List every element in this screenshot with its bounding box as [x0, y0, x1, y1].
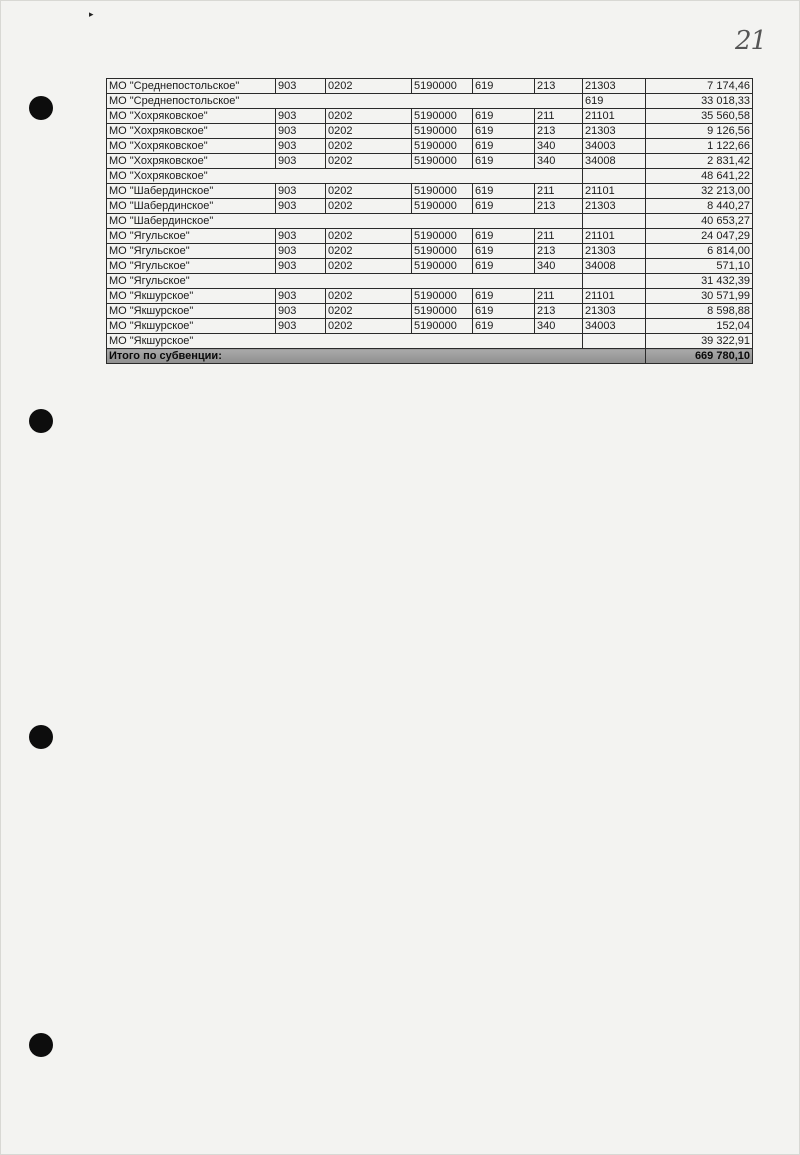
subtotal-code-cell — [583, 169, 646, 184]
section-code-cell: 0202 — [326, 199, 412, 214]
sub-kosgu-cell: 21303 — [583, 304, 646, 319]
subtotal-label-cell: МО "Шабердинское" — [107, 214, 583, 229]
subtotal-code-cell: 619 — [583, 94, 646, 109]
sub-kosgu-cell: 21303 — [583, 244, 646, 259]
subtotal-amount-cell: 31 432,39 — [646, 274, 753, 289]
subsidy-table — [106, 78, 753, 364]
subtotal-code-cell — [583, 334, 646, 349]
amount-cell: 35 560,58 — [646, 109, 753, 124]
kosgu-cell: 211 — [535, 289, 583, 304]
sub-kosgu-cell: 34003 — [583, 139, 646, 154]
sub-kosgu-cell: 21303 — [583, 79, 646, 94]
amount-cell: 571,10 — [646, 259, 753, 274]
kosgu-cell: 213 — [535, 304, 583, 319]
subtotal-code-cell — [583, 214, 646, 229]
punch-hole-icon — [29, 96, 53, 120]
target-article-cell: 5190000 — [412, 229, 473, 244]
municipality-cell: МО "Ягульское" — [107, 244, 276, 259]
subtotal-row — [107, 274, 753, 289]
corner-arrow-icon: ▸ — [89, 9, 94, 19]
subtotal-row — [107, 334, 753, 349]
sub-kosgu-cell: 21303 — [583, 124, 646, 139]
table-row — [107, 139, 753, 154]
kosgu-cell: 213 — [535, 79, 583, 94]
subtotal-amount-cell: 39 322,91 — [646, 334, 753, 349]
municipality-cell: МО "Хохряковское" — [107, 139, 276, 154]
expense-type-cell: 619 — [473, 199, 535, 214]
section-code-cell: 0202 — [326, 139, 412, 154]
grand-total-row — [107, 349, 753, 364]
ministry-code-cell: 903 — [276, 319, 326, 334]
table-row — [107, 124, 753, 139]
subtotal-label-cell: МО "Среднепостольское" — [107, 94, 583, 109]
grand-total-label-cell: Итого по субвенции: — [107, 349, 646, 364]
ministry-code-cell: 903 — [276, 229, 326, 244]
ministry-code-cell: 903 — [276, 304, 326, 319]
subtotal-amount-cell: 33 018,33 — [646, 94, 753, 109]
subtotal-row — [107, 169, 753, 184]
expense-type-cell: 619 — [473, 79, 535, 94]
table-row — [107, 319, 753, 334]
kosgu-cell: 211 — [535, 229, 583, 244]
municipality-cell: МО "Ягульское" — [107, 259, 276, 274]
expense-type-cell: 619 — [473, 184, 535, 199]
grand-total-amount-cell: 669 780,10 — [646, 349, 753, 364]
amount-cell: 30 571,99 — [646, 289, 753, 304]
expense-type-cell: 619 — [473, 124, 535, 139]
subtotal-row — [107, 214, 753, 229]
section-code-cell: 0202 — [326, 229, 412, 244]
sub-kosgu-cell: 34003 — [583, 319, 646, 334]
ministry-code-cell: 903 — [276, 124, 326, 139]
target-article-cell: 5190000 — [412, 154, 473, 169]
section-code-cell: 0202 — [326, 304, 412, 319]
section-code-cell: 0202 — [326, 244, 412, 259]
municipality-cell: МО "Среднепостольское" — [107, 79, 276, 94]
sub-kosgu-cell: 21101 — [583, 289, 646, 304]
target-article-cell: 5190000 — [412, 139, 473, 154]
ministry-code-cell: 903 — [276, 184, 326, 199]
subtotal-label-cell: МО "Ягульское" — [107, 274, 583, 289]
punch-hole-icon — [29, 409, 53, 433]
section-code-cell: 0202 — [326, 109, 412, 124]
kosgu-cell: 213 — [535, 244, 583, 259]
municipality-cell: МО "Хохряковское" — [107, 124, 276, 139]
amount-cell: 7 174,46 — [646, 79, 753, 94]
sub-kosgu-cell: 34008 — [583, 259, 646, 274]
table-row — [107, 79, 753, 94]
amount-cell: 2 831,42 — [646, 154, 753, 169]
amount-cell: 9 126,56 — [646, 124, 753, 139]
table-row — [107, 109, 753, 124]
ministry-code-cell: 903 — [276, 289, 326, 304]
kosgu-cell: 340 — [535, 154, 583, 169]
section-code-cell: 0202 — [326, 184, 412, 199]
municipality-cell: МО "Якшурское" — [107, 319, 276, 334]
section-code-cell: 0202 — [326, 319, 412, 334]
expense-type-cell: 619 — [473, 229, 535, 244]
target-article-cell: 5190000 — [412, 124, 473, 139]
expense-type-cell: 619 — [473, 244, 535, 259]
expense-type-cell: 619 — [473, 154, 535, 169]
section-code-cell: 0202 — [326, 124, 412, 139]
table-row — [107, 199, 753, 214]
punch-hole-icon — [29, 1033, 53, 1057]
table-row — [107, 259, 753, 274]
target-article-cell: 5190000 — [412, 289, 473, 304]
section-code-cell: 0202 — [326, 79, 412, 94]
expense-type-cell: 619 — [473, 109, 535, 124]
expense-type-cell: 619 — [473, 304, 535, 319]
punch-hole-icon — [29, 725, 53, 749]
kosgu-cell: 211 — [535, 184, 583, 199]
sub-kosgu-cell: 21101 — [583, 184, 646, 199]
target-article-cell: 5190000 — [412, 259, 473, 274]
kosgu-cell: 213 — [535, 124, 583, 139]
ministry-code-cell: 903 — [276, 109, 326, 124]
kosgu-cell: 340 — [535, 259, 583, 274]
ministry-code-cell: 903 — [276, 259, 326, 274]
table-row — [107, 289, 753, 304]
table-body — [107, 79, 753, 364]
target-article-cell: 5190000 — [412, 319, 473, 334]
amount-cell: 32 213,00 — [646, 184, 753, 199]
subtotal-code-cell — [583, 274, 646, 289]
subtotal-label-cell: МО "Якшурское" — [107, 334, 583, 349]
handwritten-page-number: 21 — [735, 26, 767, 56]
sub-kosgu-cell: 34008 — [583, 154, 646, 169]
municipality-cell: МО "Хохряковское" — [107, 109, 276, 124]
section-code-cell: 0202 — [326, 259, 412, 274]
sub-kosgu-cell: 21101 — [583, 229, 646, 244]
target-article-cell: 5190000 — [412, 244, 473, 259]
sub-kosgu-cell: 21303 — [583, 199, 646, 214]
section-code-cell: 0202 — [326, 154, 412, 169]
kosgu-cell: 340 — [535, 319, 583, 334]
amount-cell: 24 047,29 — [646, 229, 753, 244]
expense-type-cell: 619 — [473, 139, 535, 154]
subtotal-label-cell: МО "Хохряковское" — [107, 169, 583, 184]
ministry-code-cell: 903 — [276, 244, 326, 259]
amount-cell: 1 122,66 — [646, 139, 753, 154]
expense-type-cell: 619 — [473, 319, 535, 334]
target-article-cell: 5190000 — [412, 184, 473, 199]
subtotal-amount-cell: 40 653,27 — [646, 214, 753, 229]
target-article-cell: 5190000 — [412, 304, 473, 319]
kosgu-cell: 211 — [535, 109, 583, 124]
target-article-cell: 5190000 — [412, 79, 473, 94]
amount-cell: 6 814,00 — [646, 244, 753, 259]
municipality-cell: МО "Ягульское" — [107, 229, 276, 244]
ministry-code-cell: 903 — [276, 154, 326, 169]
kosgu-cell: 213 — [535, 199, 583, 214]
table-row — [107, 229, 753, 244]
expense-type-cell: 619 — [473, 259, 535, 274]
target-article-cell: 5190000 — [412, 199, 473, 214]
amount-cell: 152,04 — [646, 319, 753, 334]
table-row — [107, 154, 753, 169]
amount-cell: 8 440,27 — [646, 199, 753, 214]
municipality-cell: МО "Хохряковское" — [107, 154, 276, 169]
municipality-cell: МО "Якшурское" — [107, 304, 276, 319]
subtotal-amount-cell: 48 641,22 — [646, 169, 753, 184]
ministry-code-cell: 903 — [276, 199, 326, 214]
sub-kosgu-cell: 21101 — [583, 109, 646, 124]
municipality-cell: МО "Шабердинское" — [107, 199, 276, 214]
ministry-code-cell: 903 — [276, 79, 326, 94]
amount-cell: 8 598,88 — [646, 304, 753, 319]
municipality-cell: МО "Якшурское" — [107, 289, 276, 304]
kosgu-cell: 340 — [535, 139, 583, 154]
ministry-code-cell: 903 — [276, 139, 326, 154]
subtotal-row — [107, 94, 753, 109]
table-row — [107, 244, 753, 259]
table-row — [107, 184, 753, 199]
table-row — [107, 304, 753, 319]
target-article-cell: 5190000 — [412, 109, 473, 124]
municipality-cell: МО "Шабердинское" — [107, 184, 276, 199]
section-code-cell: 0202 — [326, 289, 412, 304]
expense-type-cell: 619 — [473, 289, 535, 304]
